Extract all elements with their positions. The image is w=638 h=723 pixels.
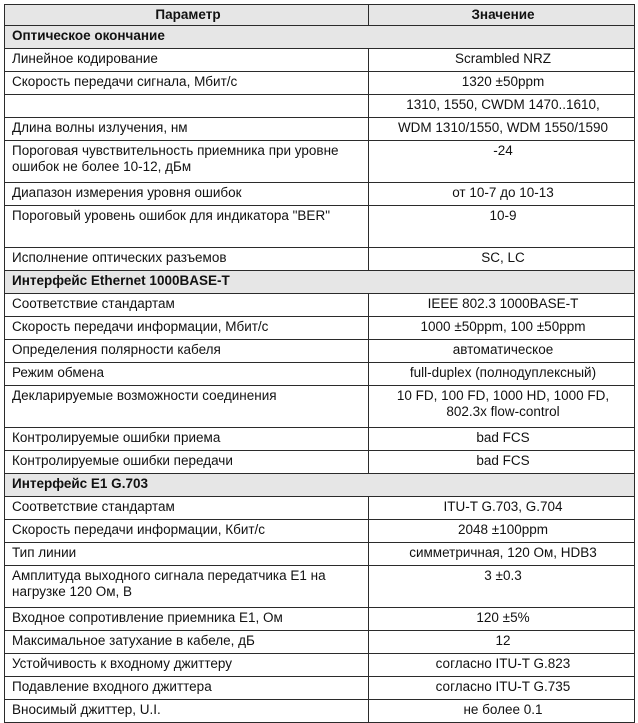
value-cell: full-duplex (полнодуплексный)	[369, 363, 635, 386]
table-row	[5, 95, 635, 118]
value-cell: 1310, 1550, CWDM 1470..1610,	[369, 95, 635, 118]
param-cell: Устойчивость к входному джиттеру	[5, 654, 369, 677]
table-row	[5, 654, 635, 677]
table-row	[5, 363, 635, 386]
table-row	[5, 608, 635, 631]
table-row	[5, 294, 635, 317]
table-row	[5, 543, 635, 566]
param-cell: Исполнение оптических разъемов	[5, 248, 369, 271]
value-cell: 120 ±5%	[369, 608, 635, 631]
table-row	[5, 141, 635, 183]
table-row	[5, 451, 635, 474]
table-row	[5, 631, 635, 654]
param-cell: Пороговая чувствительность приемника при уровне ошибок не более 10-12, дБм	[5, 141, 369, 183]
param-cell: Подавление входного джиттера	[5, 677, 369, 700]
param-cell: Декларируемые возможности соединения	[5, 386, 369, 428]
table-row	[5, 183, 635, 206]
param-cell: Пороговый уровень ошибок для индикатора "BER"	[5, 206, 369, 248]
param-cell: Диапазон измерения уровня ошибок	[5, 183, 369, 206]
param-cell: Вносимый джиттер, U.I.	[5, 700, 369, 723]
value-cell: 3 ±0.3	[369, 566, 635, 608]
header-value: Значение	[369, 5, 635, 26]
table-row	[5, 317, 635, 340]
value-cell: 12	[369, 631, 635, 654]
param-cell: Контролируемые ошибки передачи	[5, 451, 369, 474]
param-cell: Тип линии	[5, 543, 369, 566]
value-cell: Scrambled NRZ	[369, 49, 635, 72]
value-cell: -24	[369, 141, 635, 183]
section-row	[5, 271, 635, 294]
table-row	[5, 72, 635, 95]
table-row	[5, 497, 635, 520]
param-cell: Максимальное затухание в кабеле, дБ	[5, 631, 369, 654]
param-cell: Длина волны излучения, нм	[5, 118, 369, 141]
param-cell: Скорость передачи информации, Мбит/с	[5, 317, 369, 340]
header-param: Параметр	[5, 5, 369, 26]
table-row	[5, 520, 635, 543]
section-row	[5, 26, 635, 49]
table-row	[5, 677, 635, 700]
value-cell: согласно ITU-T G.735	[369, 677, 635, 700]
value-cell: согласно ITU-T G.823	[369, 654, 635, 677]
table-row	[5, 340, 635, 363]
value-cell: автоматическое	[369, 340, 635, 363]
value-cell: 10 FD, 100 FD, 1000 HD, 1000 FD, 802.3x flow-control	[369, 386, 635, 428]
value-cell: от 10-7 до 10-13	[369, 183, 635, 206]
spec-table	[4, 4, 635, 723]
value-cell: ITU-T G.703, G.704	[369, 497, 635, 520]
table-row	[5, 566, 635, 608]
value-cell: 10-9	[369, 206, 635, 248]
table-row	[5, 206, 635, 248]
value-cell: 2048 ±100ppm	[369, 520, 635, 543]
table-row	[5, 49, 635, 72]
param-cell: Определения полярности кабеля	[5, 340, 369, 363]
value-cell: симметричная, 120 Ом, HDB3	[369, 543, 635, 566]
param-cell: Скорость передачи информации, Кбит/с	[5, 520, 369, 543]
value-cell: не более 0.1	[369, 700, 635, 723]
table-body	[5, 26, 635, 723]
param-cell: Соответствие стандартам	[5, 294, 369, 317]
param-cell: Контролируемые ошибки приема	[5, 428, 369, 451]
param-cell: Входное сопротивление приемника E1, Ом	[5, 608, 369, 631]
param-cell: Амплитуда выходного сигнала передатчика E1 на нагрузке 120 Ом, В	[5, 566, 369, 608]
param-cell: Скорость передачи сигнала, Мбит/с	[5, 72, 369, 95]
section-title: Интерфейс Ethernet 1000BASE-T	[5, 271, 635, 294]
value-cell: WDM 1310/1550, WDM 1550/1590	[369, 118, 635, 141]
value-cell: bad FCS	[369, 428, 635, 451]
table-header-row	[5, 5, 635, 26]
param-cell: Линейное кодирование	[5, 49, 369, 72]
table-row	[5, 386, 635, 428]
value-cell: SC, LC	[369, 248, 635, 271]
table-row	[5, 118, 635, 141]
param-cell: Соответствие стандартам	[5, 497, 369, 520]
table-row	[5, 248, 635, 271]
value-cell: 1000 ±50ppm, 100 ±50ppm	[369, 317, 635, 340]
table-row	[5, 428, 635, 451]
section-title: Интерфейс E1 G.703	[5, 474, 635, 497]
param-cell: Режим обмена	[5, 363, 369, 386]
section-row	[5, 474, 635, 497]
param-cell	[5, 95, 369, 118]
value-cell: 1320 ±50ppm	[369, 72, 635, 95]
section-title: Оптическое окончание	[5, 26, 635, 49]
value-cell: IEEE 802.3 1000BASE-T	[369, 294, 635, 317]
value-cell: bad FCS	[369, 451, 635, 474]
